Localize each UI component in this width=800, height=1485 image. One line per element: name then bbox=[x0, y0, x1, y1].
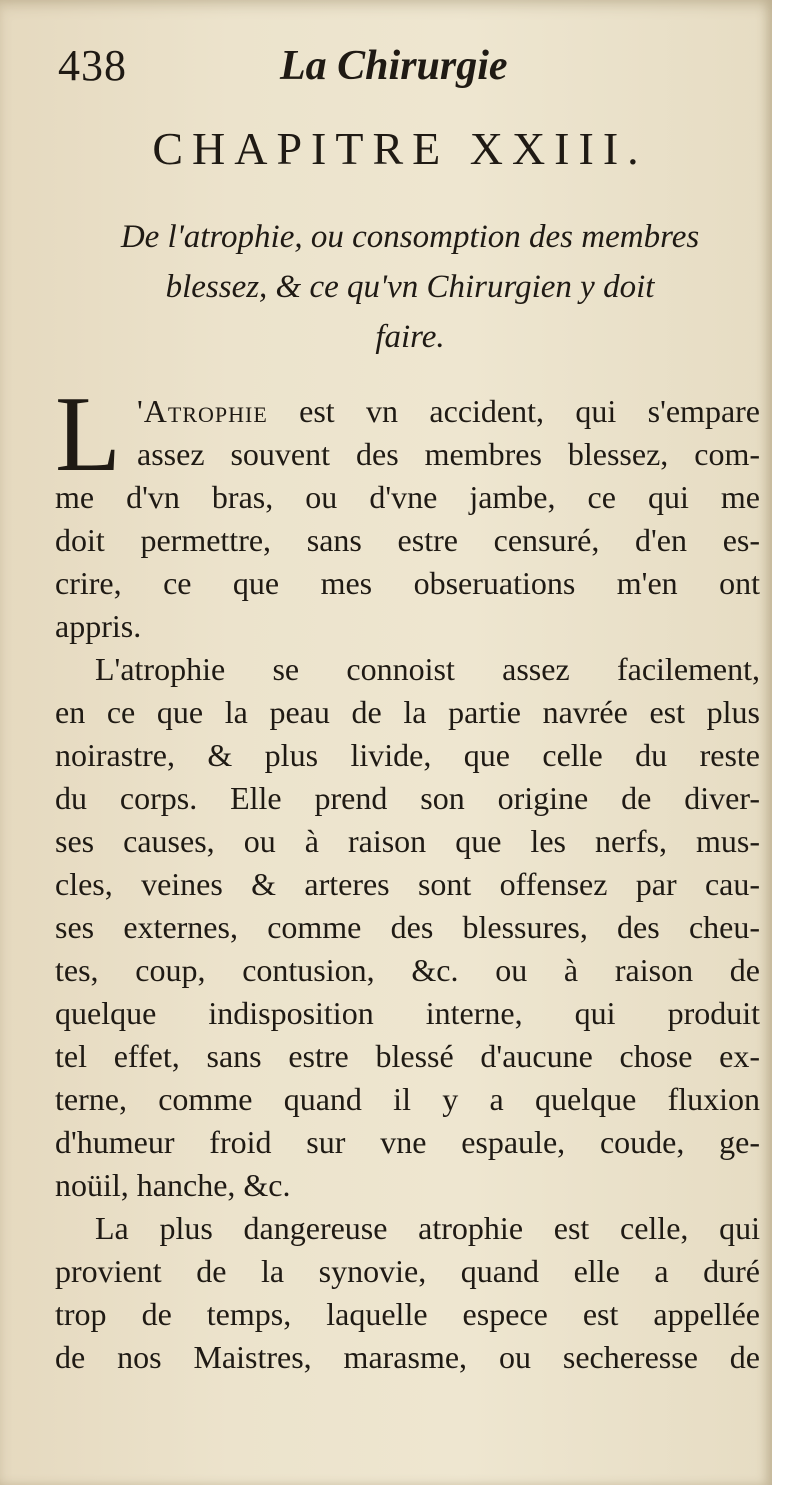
text-line: appris. bbox=[55, 608, 142, 644]
text-line: noirastre, & plus livide, que celle du reste bbox=[55, 737, 760, 773]
subtitle-line: blessez, & ce qu'vn Chirurgien y doit bbox=[165, 269, 655, 305]
page-number: 438 bbox=[58, 41, 127, 90]
paragraph-causes bbox=[55, 648, 760, 1207]
drop-cap: L bbox=[55, 375, 121, 494]
text-line bbox=[55, 390, 760, 433]
text-line: quelque indisposition interne, qui produit bbox=[55, 995, 760, 1031]
text-line: noüil, hanche, &c. bbox=[55, 1167, 291, 1203]
text-line: provient de la synovie, quand elle a duré bbox=[55, 1253, 760, 1289]
text-line: me d'vn bras, ou d'vne jambe, ce qui me bbox=[55, 479, 760, 515]
text-line: terne, comme quand il y a quelque fluxion bbox=[55, 1081, 760, 1117]
text-line: L'atrophie se connoist assez facilement, bbox=[95, 651, 760, 687]
paragraph-atrophie-intro bbox=[55, 375, 760, 648]
text-line: trop de temps, laquelle espece est appellée bbox=[55, 1296, 760, 1332]
text-line: cles, veines & arteres sont offensez par cau- bbox=[55, 866, 760, 902]
text-line: tel effet, sans estre blessé d'aucune chose ex- bbox=[55, 1038, 760, 1074]
running-title: La Chirurgie bbox=[280, 43, 508, 89]
text-line: doit permettre, sans estre censuré, d'en es- bbox=[55, 522, 760, 558]
text-line: tes, coup, contusion, &c. ou à raison de bbox=[55, 952, 760, 988]
text-line: en ce que la peau de la partie navrée est plus bbox=[55, 694, 760, 730]
text-line: du corps. Elle prend son origine de diver- bbox=[55, 780, 760, 816]
text-line: crire, ce que mes obseruations m'en ont bbox=[55, 565, 760, 601]
text-line: de nos Maistres, marasme, ou secheresse de bbox=[55, 1339, 760, 1375]
subtitle-line: faire. bbox=[375, 319, 445, 355]
body-text bbox=[55, 375, 760, 1379]
subtitle-line: De l'atrophie, ou consomption des membres bbox=[120, 219, 700, 255]
scan-margin bbox=[772, 0, 800, 1485]
chapter-heading: CHAPITRE XXIII. bbox=[152, 123, 648, 174]
text-line: assez souvent des membres blessez, com- bbox=[137, 436, 760, 472]
chapter-subtitle bbox=[60, 212, 760, 362]
text-line: La plus dangereuse atrophie est celle, qui bbox=[95, 1210, 760, 1246]
text-line: ses externes, comme des blessures, des cheu- bbox=[55, 909, 760, 945]
text-line: ses causes, ou à raison que les nerfs, mus- bbox=[55, 823, 760, 859]
paragraph-synovie bbox=[55, 1207, 760, 1379]
first-word: 'Atrophie bbox=[137, 393, 268, 429]
text-line: d'humeur froid sur vne espaule, coude, ge- bbox=[55, 1124, 760, 1160]
line-rest: est vn accident, qui s'empare bbox=[267, 393, 760, 429]
page-header bbox=[58, 40, 758, 100]
